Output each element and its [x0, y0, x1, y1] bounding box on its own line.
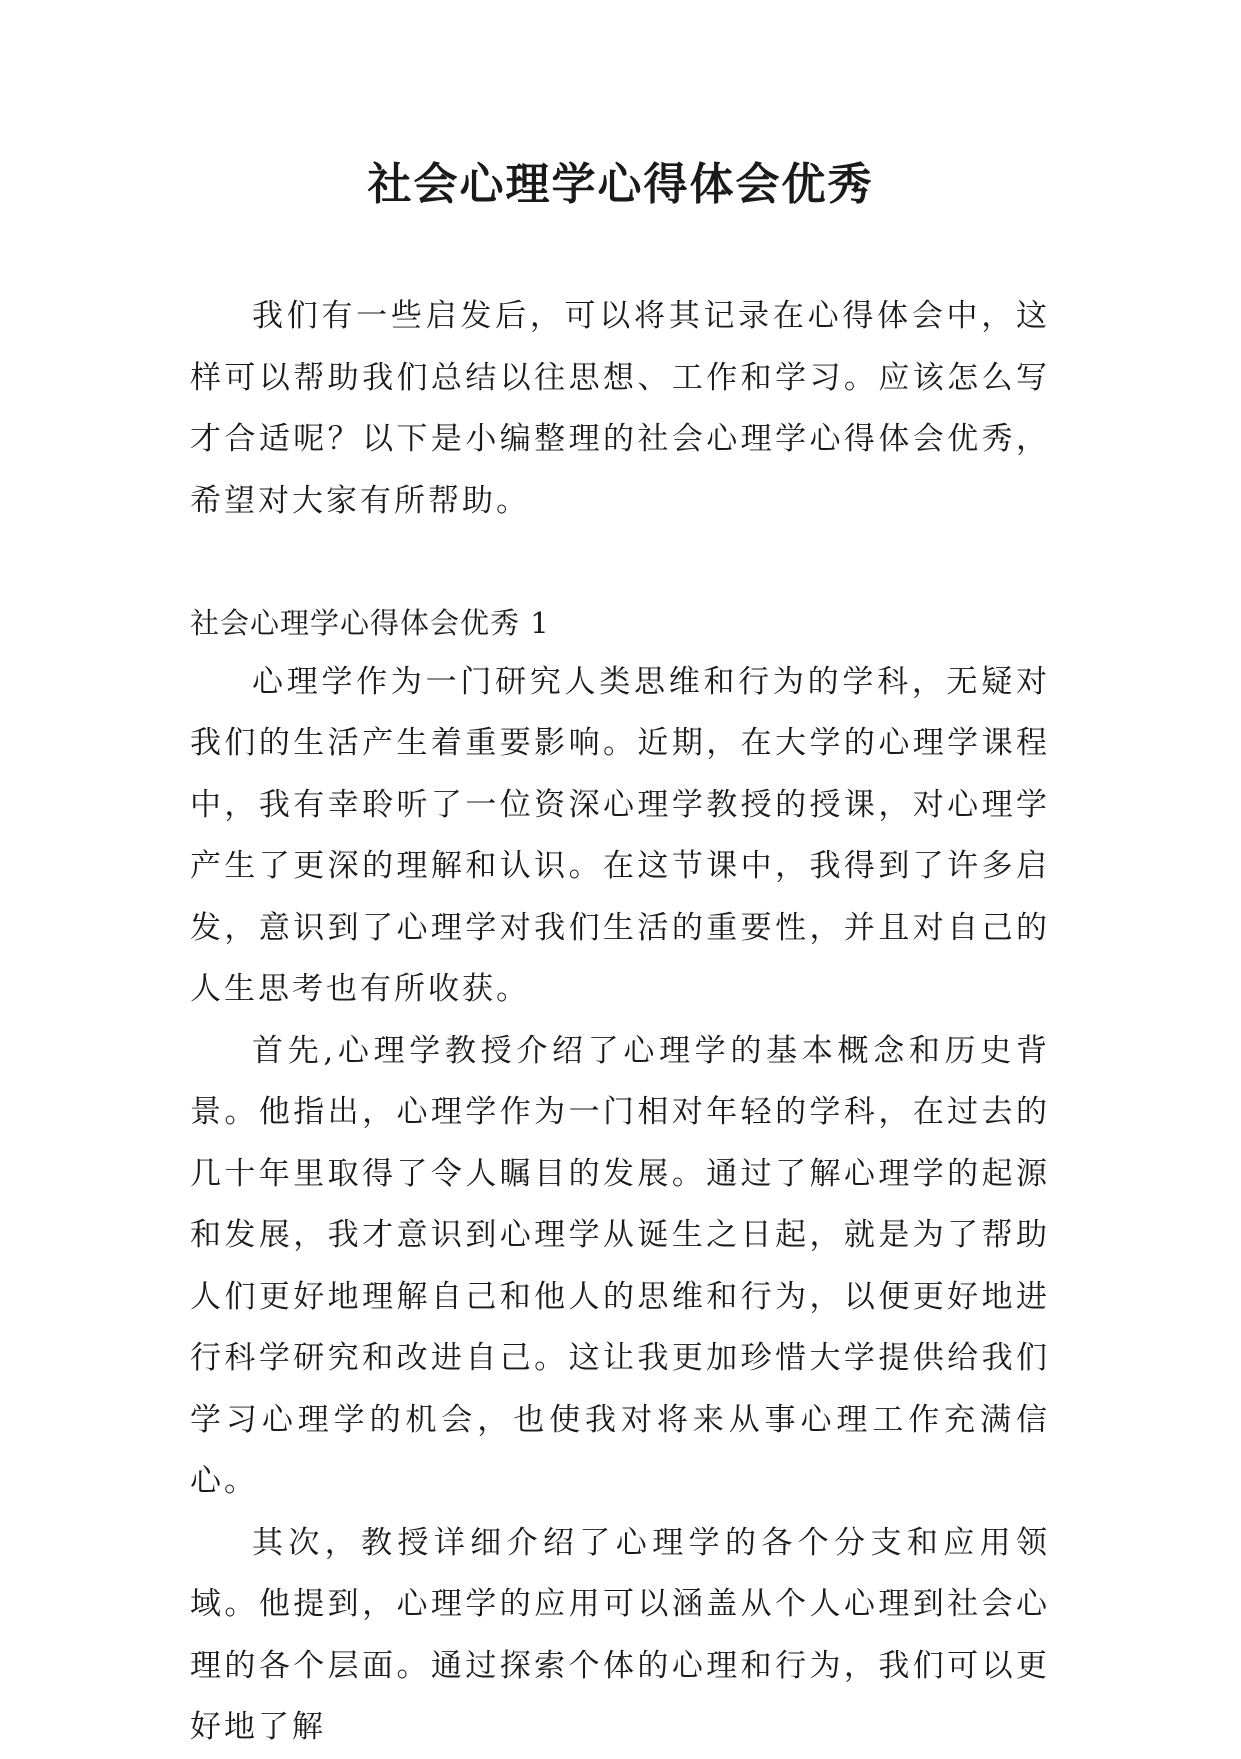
document-title: 社会心理学心得体会优秀 — [367, 159, 874, 210]
body-paragraph: 首先,心理学教授介绍了心理学的基本概念和历史背景。他指出，心理学作为一门相对年轻的学科，在过去的几十年里取得了令人瞩目的发展。通过了解心理学的起源和发展，我才意识到心理学从诞生之日起，就是为了帮助人们更好地理解自己和他人的思维和行为，以便更好地进行科学研究和改进自己。这让我更加珍惜大学提供给我们学习心理学的机会，也使我对将来从事心理工作充满信心。 — [190, 1032, 1050, 1499]
document-body — [190, 286, 1050, 1759]
intro-paragraph: 我们有一些启发后，可以将其记录在心得体会中，这样可以帮助我们总结以往思想、工作和学习。应该怎么写才合适呢？以下是小编整理的社会心理学心得体会优秀，希望对大家有所帮助。 — [190, 298, 1050, 519]
body-paragraph: 其次，教授详细介绍了心理学的各个分支和应用领域。他提到，心理学的应用可以涵盖从个人心理到社会心理的各个层面。通过探索个体的心理和行为，我们可以更好地了解 — [190, 1524, 1050, 1745]
body-paragraph: 心理学作为一门研究人类思维和行为的学科，无疑对我们的生活产生着重要影响。近期，在大学的心理学课程中，我有幸聆听了一位资深心理学教授的授课，对心理学产生了更深的理解和认识。在这节课中，我得到了许多启发，意识到了心理学对我们生活的重要性，并且对自己的人生思考也有所收获。 — [190, 663, 1050, 1007]
section-heading: 社会心理学心得体会优秀 1 — [190, 605, 550, 640]
